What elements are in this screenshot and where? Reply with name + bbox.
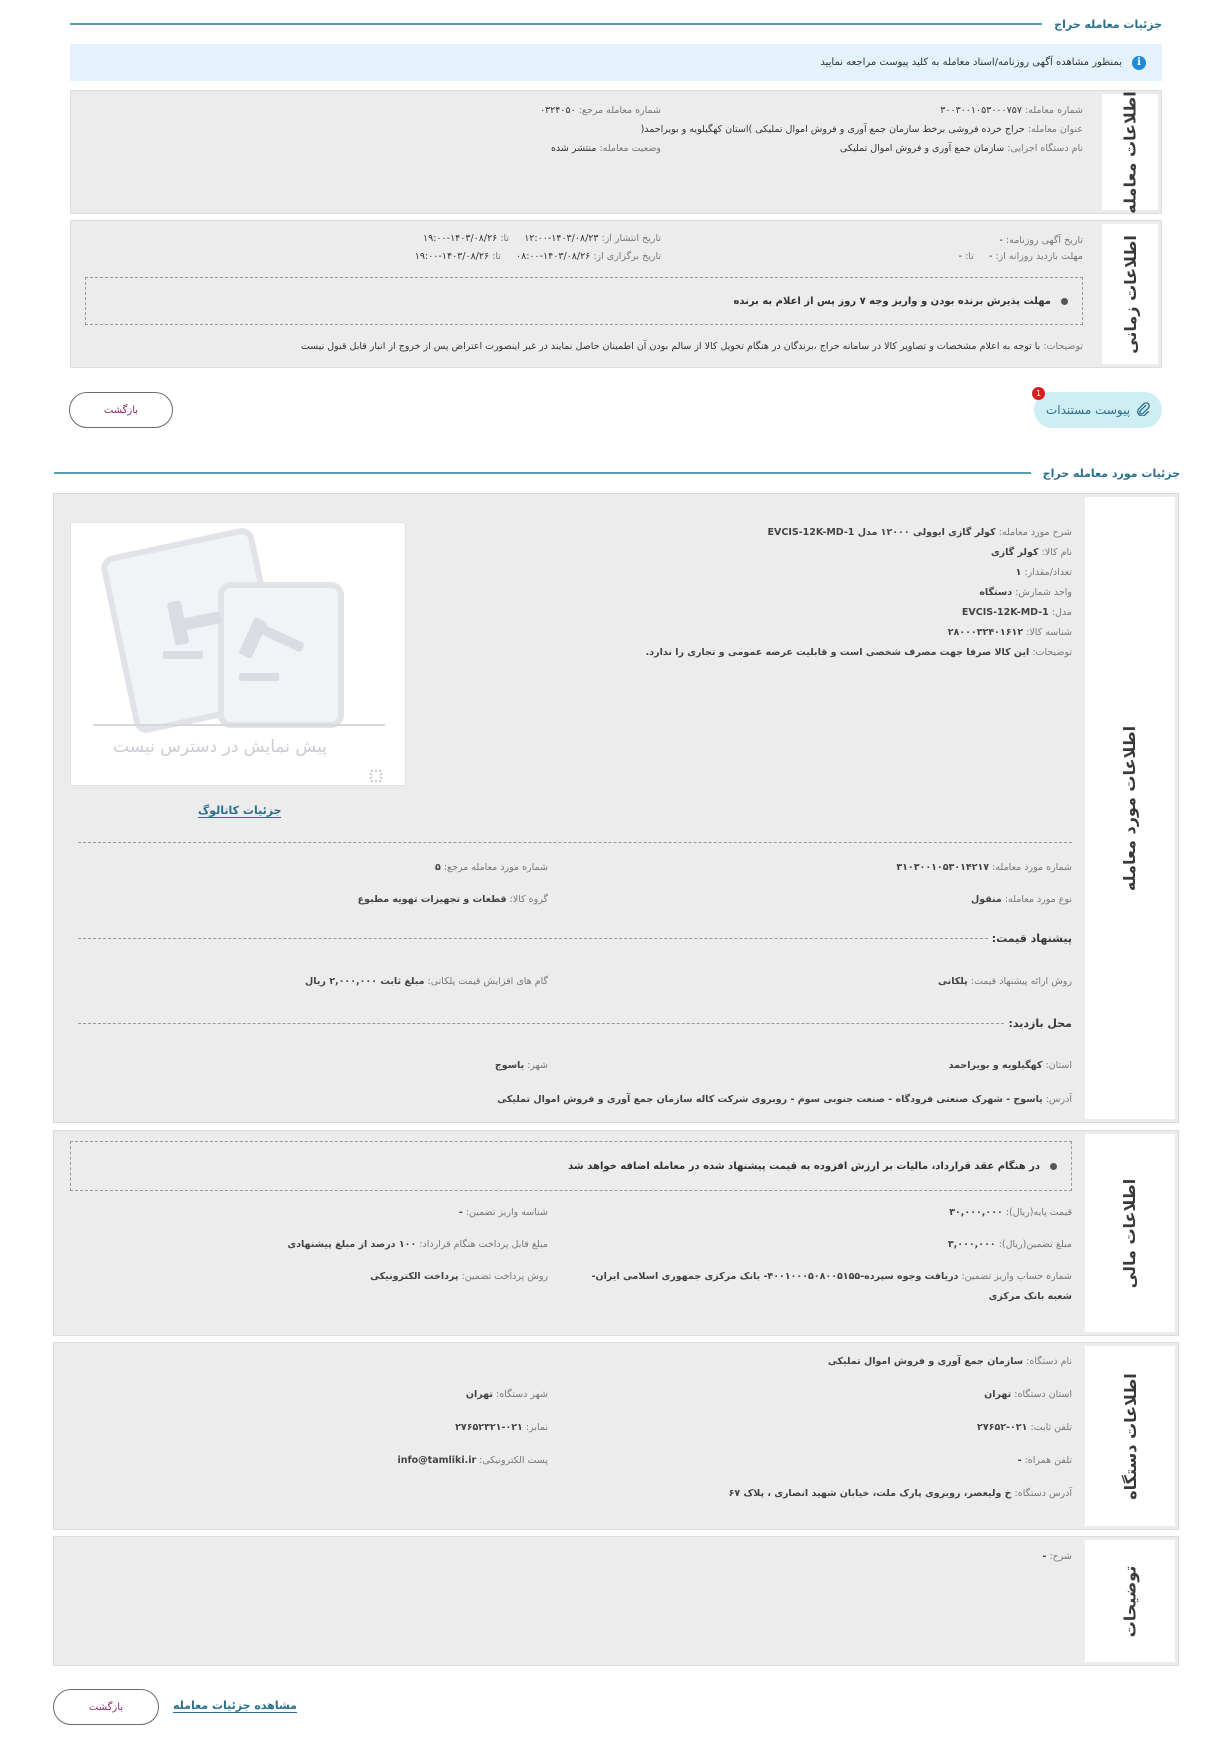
item-group: گروه کالا: قطعات و تجهیزات تهویه مطبوع — [357, 894, 548, 905]
ref-item-number: شماره مورد معامله مرجع: ۵ — [435, 862, 548, 873]
publish-range: تاریخ انتشار از: ۱۴۰۳/۰۸/۲۳-۱۲:۰۰ تا: ۱۴۰۳/۰۸/۲۶-۱۹:۰۰ — [423, 233, 661, 244]
deal-status: وضعیت معامله: منتشر شده — [550, 143, 661, 154]
item-info-tab: اطلاعات مورد معامله — [1082, 494, 1178, 1122]
catalog-details-link[interactable]: جزئیات کاتالوگ — [198, 804, 282, 817]
org-phone: تلفن ثابت: ۰۲۱-۲۷۶۵۲ — [977, 1422, 1072, 1433]
finance-panel — [53, 1130, 1179, 1336]
item-notes: توضیحات: این کالا صرفا جهت مصرف شخصی است و قابلیت عرضه عمومی و تجاری را ندارد. — [645, 647, 1072, 658]
item-image-preview[interactable] — [70, 522, 406, 786]
org-address: آدرس دستگاه: خ ولیعصر، روبروی پارک ملت، خیابان شهید انصاری ، پلاک ۶۷ — [728, 1488, 1072, 1499]
guarantee-pay-method: روش پرداخت تضمین: پرداخت الکترونیکی — [370, 1271, 548, 1282]
info-icon: i — [1132, 56, 1146, 70]
time-info-tab: اطلاعات زمانی — [1099, 221, 1161, 367]
paperclip-icon — [1136, 402, 1150, 419]
deal-details-header — [70, 14, 1162, 34]
ref-number: شماره معامله مرجع: ۰۳۲۴۰۵۰ — [539, 105, 661, 116]
org-fax: نمابر: ۰۲۱-۲۷۶۵۲۳۲۱ — [455, 1422, 548, 1433]
attachment-notice — [70, 44, 1162, 81]
item-divider — [78, 842, 1072, 843]
item-info-panel — [53, 493, 1179, 1123]
guarantee-id: شناسه واریز تضمین: - — [458, 1207, 548, 1218]
deal-info-tab: اطلاعات معامله — [1099, 91, 1161, 213]
item-details-title: جزئیات مورد معامله حراج — [1042, 466, 1180, 480]
org-info-tab: اطلاعات دستگاه — [1082, 1343, 1178, 1529]
org-email: پست الکترونیکی: info@tamliki.ir — [397, 1455, 548, 1466]
view-deal-details-link[interactable]: مشاهده جزئیات معامله — [173, 1699, 297, 1712]
visit-city: شهر: یاسوج — [494, 1060, 548, 1071]
deal-title: عنوان معامله: حراج خرده فروشی برخط سازمان جمع آوری و فروش اموال تملیکی )استان کهگیلویه و بویراحمد( — [640, 124, 1083, 135]
time-info-panel — [70, 220, 1162, 368]
finance-tab: اطلاعات مالی — [1082, 1131, 1178, 1335]
notes-tab: توضیحات — [1082, 1537, 1178, 1665]
visit-heading: محل بازدید: — [78, 1017, 1072, 1030]
notes-panel — [53, 1536, 1179, 1666]
footer-back-button[interactable]: بازگشت — [53, 1689, 159, 1725]
org-name: نام دستگاه: سازمان جمع آوری و فروش اموال تملیکی — [827, 1356, 1072, 1367]
item-unit: واحد شمارش: دستگاه — [979, 587, 1072, 598]
deal-details-title: جزئیات معامله حراج — [1054, 17, 1162, 31]
item-desc: شرح مورد معامله: کولر گازی ایوولی ۱۲۰۰۰ مدل EVCIS-12K-MD-1 — [767, 527, 1072, 538]
item-number: شماره مورد معامله: ۳۱۰۳۰۰۱۰۵۳۰۱۴۲۱۷ — [896, 862, 1072, 873]
visit-province: استان: کهگیلویه و بویراحمد — [948, 1060, 1072, 1071]
deadline-note: مهلت پذیرش برنده بودن و واریز وجه ۷ روز پس از اعلام به برنده — [85, 277, 1083, 325]
header-divider — [70, 23, 1042, 25]
base-price: قیمت پایه(ریال): ۳۰,۰۰۰,۰۰۰ — [949, 1207, 1072, 1218]
attach-count-badge: 1 — [1032, 387, 1045, 400]
guarantee-amount: مبلغ تضمین(ریال): ۳,۰۰۰,۰۰۰ — [947, 1239, 1072, 1250]
bid-method: روش ارائه پیشنهاد قیمت: پلکانی — [938, 976, 1072, 987]
header-divider — [54, 472, 1031, 474]
org-province: استان دستگاه: تهران — [984, 1389, 1072, 1400]
org-city: شهر دستگاه: تهران — [465, 1389, 548, 1400]
time-description: توضیحات: با توجه به اعلام مشخصات و تصاویر کالا در سامانه حراج ،برندگان در هنگام تحویل کالا از سالم بودن آن اطمینان حاصل نمایند در غیر اینصورت اعتراض پس از خروج از انبار قابل قبول نیست — [300, 341, 1083, 352]
vat-note: در هنگام عقد قرارداد، مالیات بر ارزش افزوده به قیمت پیشنهاد شده در معامله اضافه خواهد شد — [70, 1141, 1072, 1191]
bid-heading: پیشنهاد قیمت: — [78, 932, 1072, 945]
bullet-icon — [1061, 298, 1068, 305]
held-range: تاریخ برگزاری از: ۱۴۰۳/۰۸/۲۶-۰۸:۰۰ تا: ۱۴۰۳/۰۸/۲۶-۱۹:۰۰ — [414, 251, 661, 262]
bullet-icon — [1050, 1163, 1057, 1170]
org-mobile: تلفن همراه: - — [1017, 1455, 1072, 1466]
newspaper-date: تاریخ آگهی روزنامه: - — [999, 235, 1083, 246]
org-info-panel — [53, 1342, 1179, 1530]
deal-number: شماره معامله: ۳۰۰۳۰۰۱۰۵۳۰۰۰۷۵۷ — [940, 105, 1083, 116]
item-type: نوع مورد معامله: منقول — [971, 894, 1072, 905]
item-id: شناسه کالا: ۲۸۰۰۰۳۲۴۰۱۶۱۲ — [947, 627, 1072, 638]
executor: نام دستگاه اجرایی: سازمان جمع آوری و فروش اموال تملیکی — [839, 143, 1083, 154]
item-qty: تعداد/مقدار: ۱ — [1015, 567, 1072, 578]
deal-info-panel — [70, 90, 1162, 214]
notes-desc: شرح: - — [1042, 1551, 1072, 1562]
payable-amount: مبلغ قابل پرداخت هنگام قرارداد: ۱۰۰ درصد از مبلغ پیشنهادی — [287, 1239, 548, 1250]
notice-text: بمنظور مشاهده آگهی روزنامه/اسناد معامله به کلید پیوست مراجعه نمایید — [820, 57, 1122, 68]
item-details-header — [54, 463, 1180, 483]
visit-range: مهلت بازدید روزانه از: - تا: - — [958, 251, 1083, 262]
guarantee-account-line2: شعبه بانک مرکزی — [988, 1291, 1072, 1302]
back-button[interactable]: بازگشت — [69, 392, 173, 428]
bid-step: گام های افزایش قیمت پلکانی: مبلغ ثابت ۲,۰۰۰,۰۰۰ ریال — [305, 976, 548, 987]
item-name: نام کالا: کولر گازی — [990, 547, 1072, 558]
preview-caption: پیش نمایش در دسترس نیست — [113, 737, 327, 757]
item-model: مدل: EVCIS-12K-MD-1 — [961, 607, 1072, 618]
visit-address: آدرس: یاسوج - شهرک صنعتی فرودگاه - صنعت جنوبی سوم - روبروی شرکت کاله سازمان جمع آوری و فروش اموال تملیکی — [497, 1094, 1072, 1105]
attach-documents-button[interactable]: پیوست مستندات — [1034, 392, 1162, 428]
guarantee-account: شماره حساب واریز تضمین: دریافت وجوه سپرده-۴۰۰۱۰۰۰۵۰۸۰۰۵۱۵۵- بانک مرکزی جمهوری اسلامی ایران- — [591, 1271, 1072, 1282]
